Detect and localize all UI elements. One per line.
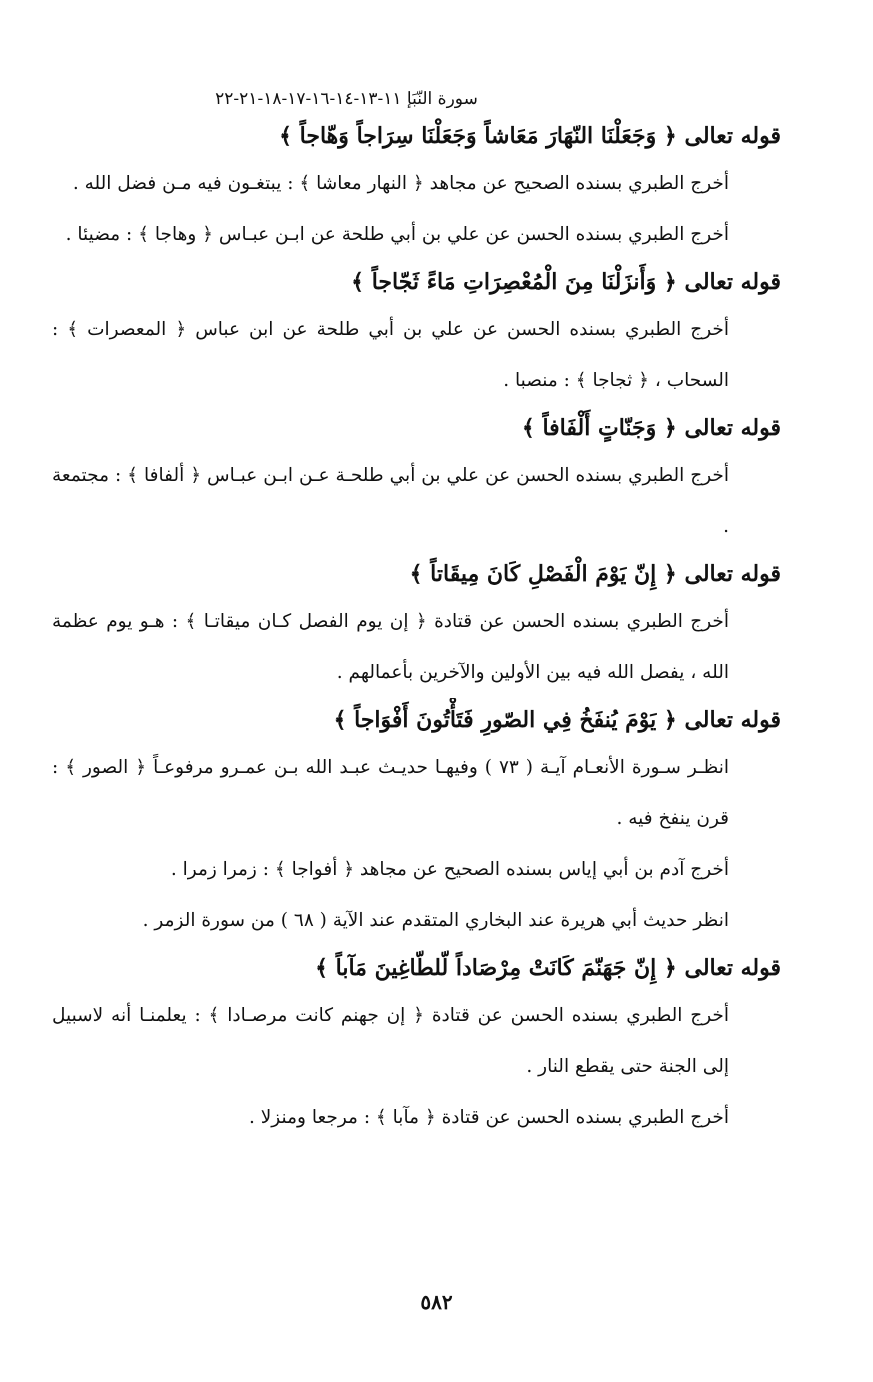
commentary-paragraph: أخرج الطبري بسنده الصحيح عن مجاهد ﴿ النهار معاشا ﴾ : يبتغـون فيه مـن فضل الله . [72, 173, 729, 194]
verse-heading: قوله تعالى ﴿ وَأَنزَلْنَا مِنَ الْمُعْصِرَاتِ مَاءً ثَجّاجاً ﴾ [351, 269, 781, 295]
running-header: سورة النّبَإ ١١-١٣-١٤-١٦-١٧-١٨-٢١-٢٢ [215, 89, 478, 109]
commentary-paragraph: أخرج الطبري بسنده الحسن عن قتادة ﴿ إن يوم الفصل كـان ميقاتـا ﴾ : هـو يوم عظمة الله ، يفصل الله فيه بين الأولين والآخرين بأعمالهم . [52, 611, 729, 683]
commentary-paragraph: انظـر سـورة الأنعـام آيـة ( ٧٣ ) وفيهـا حديـث عبـد الله بـن عمـرو مرفوعـاً ﴿ الصور ﴾ : قرن ينفخ فيه . [52, 757, 729, 829]
verse-heading: قوله تعالى ﴿ إِنّ يَوْمَ الْفَصْلِ كَانَ مِيقَاتاً ﴾ [409, 561, 781, 587]
commentary-paragraph: أخرج الطبري بسنده الحسن عن علي بن أبي طلحـة عـن ابـن عبـاس ﴿ ألفافا ﴾ : مجتمعة . [52, 465, 729, 537]
commentary-paragraph: أخرج الطبري بسنده الحسن عن قتادة ﴿ مآبا ﴾ : مرجعا ومنزلا . [249, 1107, 729, 1128]
page-number: ٥٨٢ [420, 1290, 453, 1314]
verse-heading: قوله تعالى ﴿ يَوْمَ يُنفَخُ فِي الصّورِ فَتَأْتُونَ أَفْوَاجاً ﴾ [333, 707, 781, 733]
verse-heading: قوله تعالى ﴿ إِنّ جَهَنّمَ كَانَتْ مِرْصَاداً لّلطّاغِينَ مَآباً ﴾ [315, 955, 781, 981]
commentary-paragraph: أخرج الطبري بسنده الحسن عن قتادة ﴿ إن جهنم كانت مرصـادا ﴾ : يعلمنـا أنه لاسبيل إلى الجنة حتى يقطع النار . [52, 1005, 729, 1077]
commentary-paragraph: أخرج الطبري بسنده الحسن عن علي بن أبي طلحة عن ابـن عبـاس ﴿ وهاجا ﴾ : مضيئا . [65, 224, 729, 245]
verse-heading: قوله تعالى ﴿ وَجَعَلْنَا النّهَارَ مَعَاشاً وَجَعَلْنَا سِرَاجاً وَهّاجاً ﴾ [279, 123, 781, 149]
commentary-paragraph: انظر حديث أبي هريرة عند البخاري المتقدم عند الآية ( ٦٨ ) من سورة الزمر . [142, 910, 729, 931]
commentary-paragraph: أخرج آدم بن أبي إياس بسنده الصحيح عن مجاهد ﴿ أفواجا ﴾ : زمرا زمرا . [170, 859, 729, 880]
verse-heading: قوله تعالى ﴿ وَجَنّاتٍ أَلْفَافاً ﴾ [521, 415, 781, 441]
commentary-paragraph: أخرج الطبري بسنده الحسن عن علي بن أبي طلحة عن ابن عباس ﴿ المعصرات ﴾ : السحاب ، ﴿ ثجاجا ﴾ : منصبا . [52, 319, 729, 391]
